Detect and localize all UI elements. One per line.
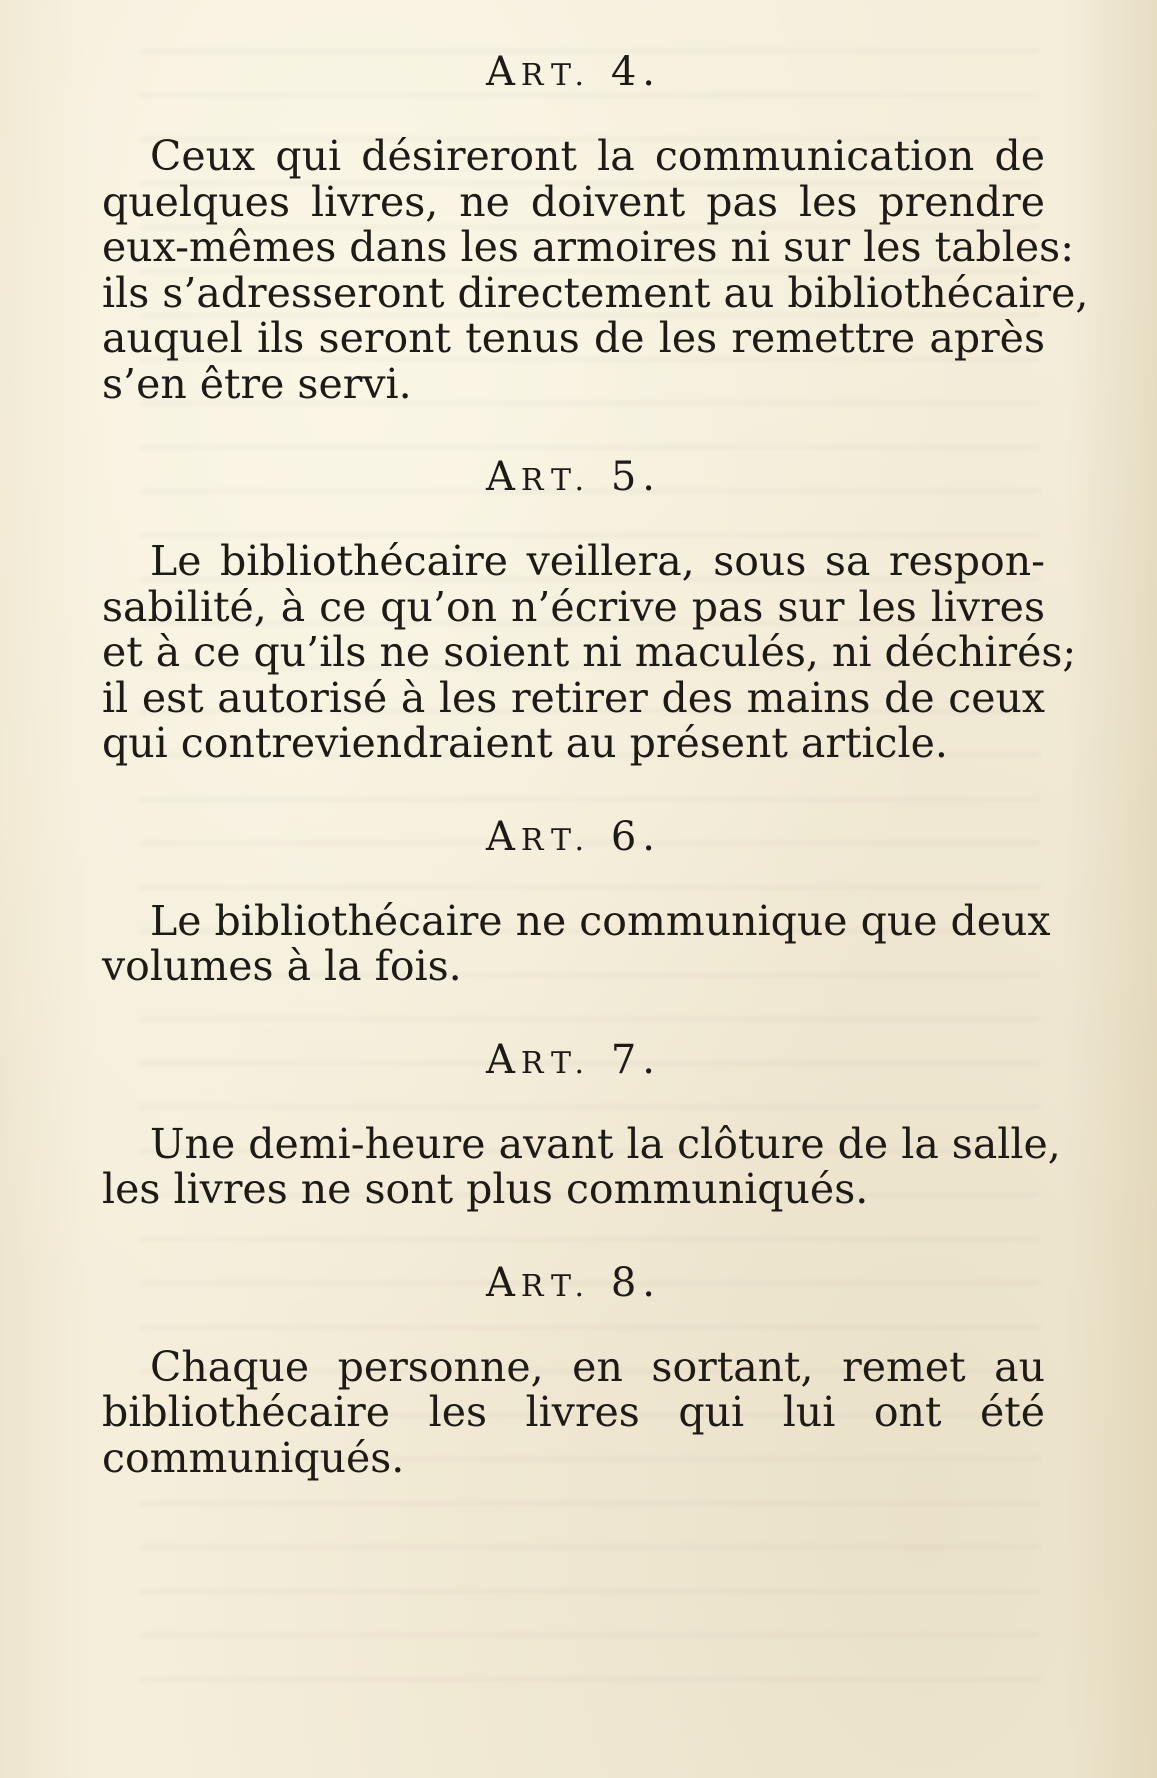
article-heading	[102, 1028, 1045, 1092]
article-6	[102, 805, 1051, 990]
heading-initial: A	[486, 1259, 521, 1306]
text-line: communiqués.	[102, 1433, 405, 1482]
text-line: sabilité, à ce qu’on n’écrive pas sur les livres	[102, 582, 1045, 631]
heading-number: 7.	[610, 1036, 661, 1083]
text-line: Le bibliothécaire ne communique que deux	[150, 896, 1051, 945]
text-line: auquel ils seront tenus de les remettre après	[102, 314, 1045, 362]
heading-rest: RT.	[520, 1045, 593, 1081]
text-line: Le bibliothécaire veillera, sous sa respon-	[150, 537, 1045, 585]
heading-number: 5.	[610, 454, 661, 500]
heading-initial: A	[486, 454, 521, 500]
heading-rest: RT.	[520, 822, 593, 858]
article-heading	[102, 445, 1045, 509]
article-8	[102, 1251, 1045, 1482]
article-7	[102, 1028, 1061, 1213]
article-text	[102, 1119, 1061, 1213]
text-line: Une demi-heure avant la clôture de la salle,	[150, 1119, 1061, 1168]
text-line: il est autorisé à les retirer des mains de ceux	[102, 673, 1045, 722]
text-line: Chaque personne, en sortant, remet au	[150, 1342, 1045, 1391]
heading-rest: RT.	[520, 1268, 593, 1304]
text-line: bibliothécaire les livres qui lui ont été	[102, 1388, 1045, 1436]
book-page	[102, 40, 1089, 1482]
text-line: et à ce qu’ils ne soient ni maculés, ni déchirés;	[102, 628, 1077, 676]
text-line: ils s’adresseront directement au bibliothécaire,	[102, 268, 1089, 317]
text-line: qui contreviendraient au présent article.	[102, 719, 948, 767]
heading-number: 6.	[610, 813, 661, 860]
heading-rest: RT.	[520, 58, 593, 93]
text-line: volumes à la fois.	[102, 942, 462, 990]
heading-rest: RT.	[520, 463, 593, 498]
text-line: quelques livres, ne doivent pas les prendre	[102, 177, 1045, 226]
heading-initial: A	[486, 813, 521, 860]
article-text	[102, 537, 1077, 767]
article-4	[102, 40, 1089, 408]
heading-number: 4.	[610, 49, 661, 95]
heading-initial: A	[486, 1036, 521, 1083]
text-line: s’en être servi.	[102, 359, 412, 408]
article-heading	[102, 1251, 1045, 1315]
text-line: Ceux qui désireront la communication de	[150, 132, 1045, 180]
article-heading	[102, 805, 1045, 869]
article-text	[102, 896, 1051, 990]
text-line: les livres ne sont plus communiqués.	[102, 1165, 869, 1213]
heading-initial: A	[486, 49, 521, 95]
article-heading	[102, 40, 1045, 104]
heading-number: 8.	[610, 1259, 661, 1306]
article-5	[102, 445, 1077, 767]
article-text	[102, 1342, 1045, 1482]
text-line: eux-mêmes dans les armoires ni sur les tables:	[102, 223, 1075, 271]
article-text	[102, 132, 1089, 408]
